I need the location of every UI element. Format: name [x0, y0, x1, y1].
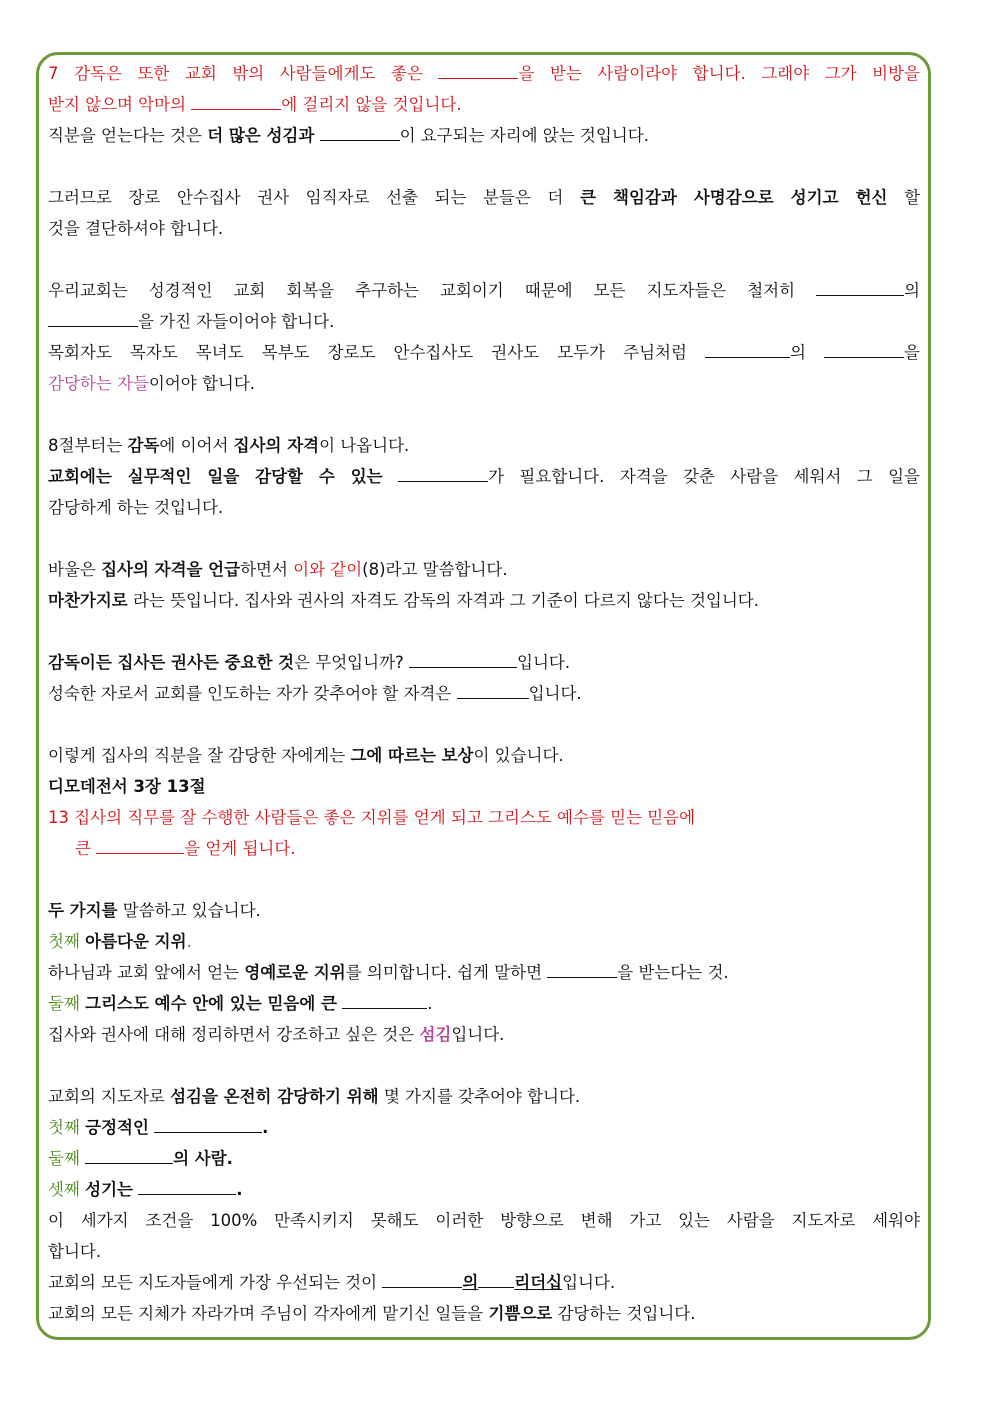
text: 기쁨으로 — [488, 1304, 553, 1323]
paragraph-line — [48, 1267, 920, 1298]
paragraph-line — [48, 461, 920, 492]
paragraph-line — [48, 647, 920, 678]
text: 집사의 자격 — [233, 436, 320, 455]
text: 아름다운 지위 — [85, 932, 187, 951]
text: 이 있습니다. — [473, 746, 564, 765]
text: 그에 따르는 보상 — [350, 746, 474, 765]
paragraph-line — [48, 430, 920, 461]
text: 을 가진 자들이어야 합니다. — [138, 312, 335, 331]
text: 감당하는 것입니다. — [552, 1304, 696, 1323]
text: 성기는 — [85, 1180, 133, 1199]
paragraph-line — [48, 1143, 920, 1174]
text: 말씀하고 있습니다. — [117, 901, 261, 920]
paragraph-line — [48, 1298, 920, 1329]
text: . — [186, 932, 192, 951]
text: 라는 뜻입니다. 집사와 권사의 자격도 감독의 자격과 그 기준이 다르지 않다는 것입니다. — [127, 591, 759, 610]
text: 바울은 — [48, 560, 102, 579]
text: 합니다. — [48, 1242, 102, 1261]
text: 8절부터는 — [48, 436, 128, 455]
text: 둘째 — [48, 1149, 86, 1168]
text: 것을 결단하셔야 합니다. — [48, 219, 224, 238]
fill-blank — [438, 60, 518, 79]
fill-blank — [409, 649, 517, 668]
text: 을 받는 사람이라야 합니다. 그래야 그가 비방을 — [518, 64, 920, 83]
text: 감당하게 하는 것입니다. — [48, 498, 224, 517]
text: 집사와 권사에 대해 정리하면서 강조하고 싶은 것은 — [48, 1025, 420, 1044]
fill-blank — [398, 463, 488, 482]
fill-blank — [478, 1269, 514, 1288]
text: 를 의미합니다. 쉽게 말하면 — [345, 963, 548, 982]
text: 이와 같이 — [293, 560, 363, 579]
text: 13 집사의 직무를 잘 수행한 사람들은 좋은 지위를 얻게 되고 그리스도 예수를 믿는 믿음에 — [48, 808, 696, 827]
text: 더 많은 성김과 — [207, 126, 315, 145]
text: 할 — [887, 188, 921, 207]
fill-blank — [320, 122, 400, 141]
text: 첫째 — [48, 932, 86, 951]
text: 이렇게 집사의 직분을 잘 감당한 자에게는 — [48, 746, 351, 765]
text: 감당하는 자들 — [48, 374, 149, 393]
verse-7-line-2 — [48, 89, 920, 120]
paragraph-line — [48, 1174, 920, 1205]
paragraph-line — [48, 926, 920, 957]
text: 의 — [904, 281, 920, 300]
text: 이 세가지 조건을 100% 만족시키지 못해도 이러한 방향으로 변해 가고 있는 사람을 지도자로 세워야 — [48, 1211, 920, 1230]
paragraph-line — [48, 678, 920, 709]
text: 받지 않으며 악마의 — [48, 95, 192, 114]
paragraph-line — [48, 1236, 920, 1267]
paragraph-line — [48, 275, 920, 306]
text: 섬김 — [419, 1025, 452, 1044]
paragraph-line — [48, 895, 920, 926]
text: 교회의 지도자로 — [48, 1087, 171, 1106]
text: 영예로운 지위 — [244, 963, 346, 982]
text: 에 이어서 — [159, 436, 234, 455]
paragraph-line — [48, 740, 920, 771]
fill-blank — [48, 308, 138, 327]
fill-blank — [96, 835, 184, 854]
text: 입니다. — [517, 653, 571, 672]
verse-13-line-1 — [48, 802, 920, 833]
fill-blank — [705, 339, 790, 358]
text: 이 나옵니다. — [319, 436, 410, 455]
text: 그러므로 장로 안수집사 권사 임직자로 선출 되는 분들은 더 — [48, 188, 580, 207]
text: . — [262, 1118, 269, 1137]
fill-blank — [824, 339, 904, 358]
text: 몇 가지를 갖추어야 합니다. — [378, 1087, 581, 1106]
text: 을 받는다는 것. — [617, 963, 729, 982]
text: 이어야 합니다. — [148, 374, 256, 393]
text: 셋째 — [48, 1180, 86, 1199]
text: 그리스도 예수 안에 있는 믿음에 큰 — [85, 994, 337, 1013]
text: 두 가지를 — [48, 901, 118, 920]
text: 우리교회는 성경적인 교회 회복을 추구하는 교회이기 때문에 모든 지도자들은 철저히 — [48, 281, 817, 300]
fill-blank — [85, 1145, 173, 1164]
scripture-reference — [48, 771, 920, 802]
paragraph-line — [48, 957, 920, 988]
fill-blank — [342, 990, 427, 1009]
paragraph-line — [48, 182, 920, 213]
fill-blank — [382, 1269, 462, 1288]
paragraph-line — [48, 1019, 920, 1050]
text: (8)라고 말씀합니다. — [362, 560, 508, 579]
text: 의 — [462, 1273, 479, 1292]
document-body — [48, 58, 920, 1329]
text: 감독 — [127, 436, 160, 455]
text: 을 — [904, 343, 920, 362]
paragraph-line — [48, 213, 920, 244]
text: 하면서 — [240, 560, 294, 579]
fill-blank — [457, 680, 529, 699]
fill-blank — [816, 277, 904, 296]
text: 리더십 — [514, 1273, 563, 1292]
text: 입니다. — [528, 684, 582, 703]
fill-blank — [154, 1114, 262, 1133]
text: 에 걸리지 않을 것입니다. — [281, 95, 462, 114]
text: . — [236, 1180, 243, 1199]
text: 교회의 모든 지도자들에게 가장 우선되는 것이 — [48, 1273, 383, 1292]
fill-blank — [547, 959, 617, 978]
paragraph-line — [48, 1205, 920, 1236]
text: 디모데전서 3장 13절 — [48, 777, 206, 796]
fill-blank — [191, 91, 281, 110]
text: 감독이든 집사든 권사든 중요한 것 — [48, 653, 295, 672]
paragraph-line — [48, 585, 920, 616]
text: 직분을 얻는다는 것은 — [48, 126, 208, 145]
text: 은 무엇입니까? — [294, 653, 410, 672]
paragraph-line — [48, 1112, 920, 1143]
text: . — [427, 994, 433, 1013]
text: 긍정적인 — [85, 1118, 149, 1137]
text: 7 감독은 또한 교회 밖의 사람들에게도 좋은 — [48, 64, 439, 83]
text: 큰 — [75, 839, 97, 858]
paragraph-line — [48, 306, 920, 337]
text: 입니다. — [451, 1025, 505, 1044]
text: 가 필요합니다. 자격을 갖춘 사람을 세워서 그 일을 — [488, 467, 920, 486]
text: 성숙한 자로서 교회를 인도하는 자가 갖추어야 할 자격은 — [48, 684, 457, 703]
text: 둘째 — [48, 994, 86, 1013]
paragraph-line — [48, 120, 920, 151]
paragraph-line — [48, 1081, 920, 1112]
text: 교회에는 실무적인 일을 감당할 수 있는 — [48, 467, 383, 486]
paragraph-line — [48, 554, 920, 585]
text: 입니다. — [562, 1273, 616, 1292]
text: 큰 책임감과 사명감으로 성기고 헌신 — [579, 188, 888, 207]
text: 집사의 자격을 언급 — [101, 560, 241, 579]
paragraph-line — [48, 368, 920, 399]
text: 의 사람. — [173, 1149, 233, 1168]
text: 이 요구되는 자리에 앉는 것입니다. — [399, 126, 649, 145]
paragraph-line — [48, 988, 920, 1019]
verse-7-line-1 — [48, 58, 920, 89]
text: 마찬가지로 — [48, 591, 128, 610]
text: 하나님과 교회 앞에서 얻는 — [48, 963, 245, 982]
text: 의 — [790, 343, 825, 362]
text: 섬김을 온전히 감당하기 위해 — [170, 1087, 379, 1106]
text: 을 얻게 됩니다. — [184, 839, 296, 858]
paragraph-line — [48, 337, 920, 368]
verse-13-line-2 — [48, 833, 920, 864]
text: 교회의 모든 지체가 자라가며 주님이 각자에게 맡기신 일들을 — [48, 1304, 489, 1323]
fill-blank — [138, 1176, 236, 1195]
text: 첫째 — [48, 1118, 86, 1137]
text: 목회자도 목자도 목녀도 목부도 장로도 안수집사도 권사도 모두가 주님처럼 — [48, 343, 705, 362]
paragraph-line — [48, 492, 920, 523]
